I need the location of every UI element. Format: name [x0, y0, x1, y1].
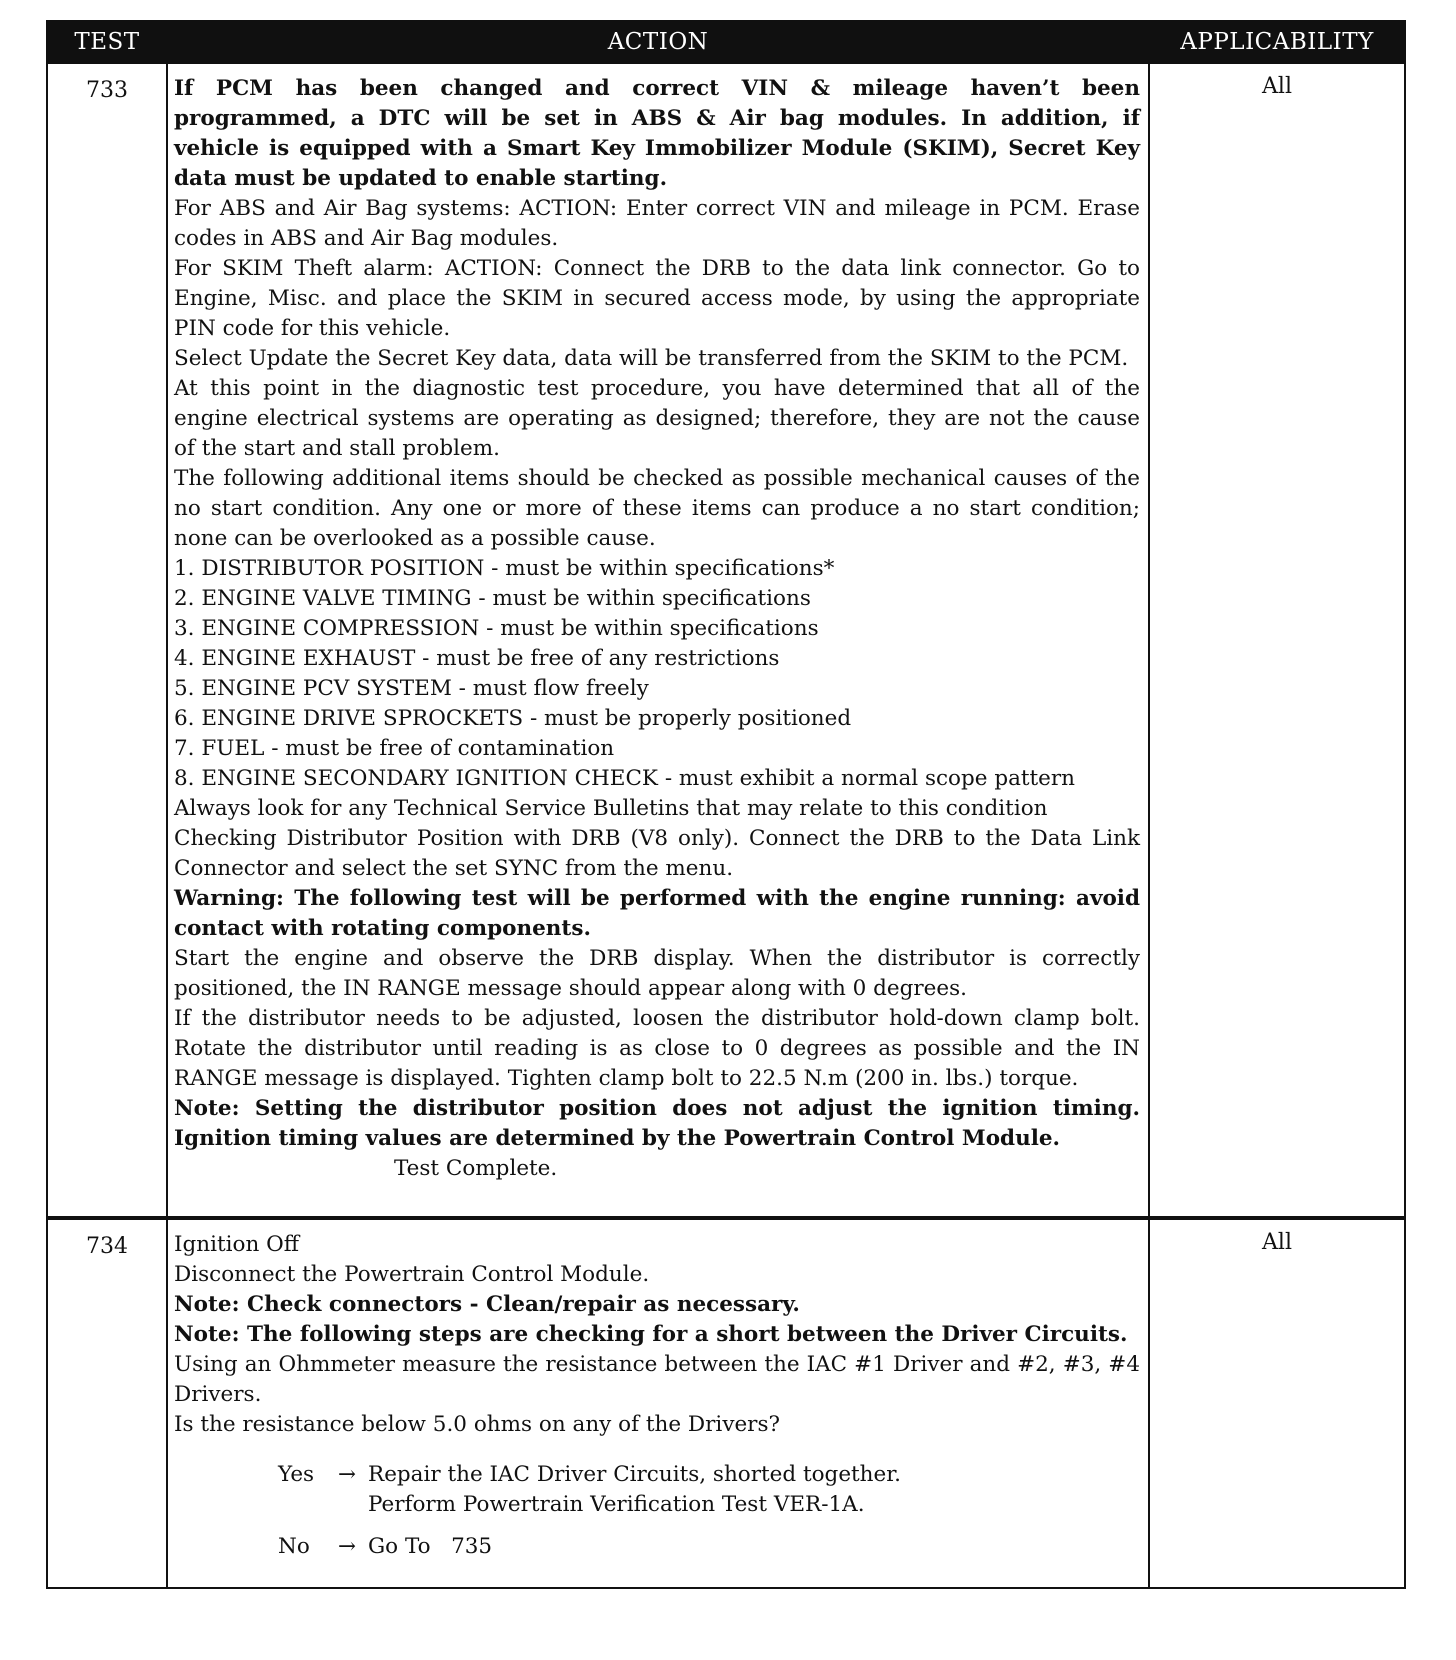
- action-cell: [167, 1218, 1149, 1588]
- procedure-sheet: [46, 20, 1404, 1589]
- branch-result-line: Repair the IAC Driver Circuits, shorted together.: [368, 1462, 902, 1487]
- diagnostic-table: [46, 20, 1406, 1589]
- applicability-value: All: [1149, 1218, 1405, 1588]
- branch-result-line: Perform Powertrain Verification Test VER-1A.: [368, 1492, 865, 1517]
- header-action: ACTION: [167, 21, 1149, 63]
- branch-result-line: Go To 735: [368, 1534, 493, 1559]
- branch-result: [368, 1460, 1140, 1520]
- table-row: [47, 1218, 1405, 1588]
- arrow-right-icon: →: [337, 1534, 356, 1559]
- check-item: 5. ENGINE PCV SYSTEM - must flow freely: [174, 676, 649, 701]
- action-line: If the distributor needs to be adjusted, loosen the distributor hold-down clamp bolt. Rotate the distributor until reading is as close to 0 degrees as possible and the IN RANGE message is displayed. Tighten clamp bolt to 22.5 N.m (200 in. lbs.) torque.: [174, 1006, 1140, 1091]
- table-row: [47, 63, 1405, 1218]
- branch-label: Yes: [278, 1462, 315, 1487]
- action-line: Start the engine and observe the DRB display. When the distributor is correctly positioned, the IN RANGE message should appear along with 0 degrees.: [174, 946, 1140, 1001]
- action-cell: [167, 63, 1149, 1218]
- check-item: 4. ENGINE EXHAUST - must be free of any restrictions: [174, 646, 780, 671]
- action-line: For SKIM Theft alarm: ACTION: Connect the DRB to the data link connector. Go to Engine, Misc. and place the SKIM in secured access mode, by using the appropriate PIN code for this vehicle.: [174, 256, 1140, 341]
- note-line: Note: Check connectors - Clean/repair as necessary.: [174, 1292, 800, 1317]
- action-line: If PCM has been changed and correct VIN & mileage haven’t been programmed, a DTC will be set in ABS & Air bag modules. In addition, if vehicle is equipped with a Smart Key Immobilizer Module (SKIM), Secret Key data must be updated to enable starting.: [174, 76, 1140, 191]
- note-line: Note: Setting the distributor position does not adjust the ignition timing. Ignition timing values are determined by the Powertrain Control Module.: [174, 1096, 1140, 1151]
- action-line: Select Update the Secret Key data, data will be transferred from the SKIM to the PCM.: [174, 346, 1129, 371]
- branch-yes: [174, 1460, 1140, 1520]
- branch-label: No: [278, 1534, 310, 1559]
- check-item: 2. ENGINE VALVE TIMING - must be within specifications: [174, 586, 811, 611]
- action-line: Always look for any Technical Service Bulletins that may relate to this condition: [174, 796, 1048, 821]
- arrow-right-icon: →: [337, 1462, 356, 1487]
- branch-no: [174, 1532, 1140, 1562]
- header-applicability: APPLICABILITY: [1149, 21, 1405, 63]
- action-line: At this point in the diagnostic test procedure, you have determined that all of the engine electrical systems are operating as designed; therefore, they are not the cause of the start and stall problem.: [174, 376, 1140, 461]
- header-test: TEST: [47, 21, 167, 63]
- test-number: 733: [47, 63, 167, 1218]
- check-item: 1. DISTRIBUTOR POSITION - must be within specifications*: [174, 556, 835, 581]
- test-number: 734: [47, 1218, 167, 1588]
- note-line: Note: The following steps are checking for a short between the Driver Circuits.: [174, 1322, 1128, 1347]
- check-item: 7. FUEL - must be free of contamination: [174, 736, 615, 761]
- applicability-value: All: [1149, 63, 1405, 1218]
- action-line: Checking Distributor Position with DRB (V8 only). Connect the DRB to the Data Link Connector and select the set SYNC from the menu.: [174, 826, 1140, 881]
- action-line: Using an Ohmmeter measure the resistance between the IAC #1 Driver and #2, #3, #4 Drivers.: [174, 1352, 1140, 1407]
- question-line: Is the resistance below 5.0 ohms on any of the Drivers?: [174, 1412, 781, 1437]
- check-item: 3. ENGINE COMPRESSION - must be within specifications: [174, 616, 819, 641]
- action-line: Disconnect the Powertrain Control Module.: [174, 1262, 650, 1287]
- action-line: For ABS and Air Bag systems: ACTION: Enter correct VIN and mileage in PCM. Erase codes in ABS and Air Bag modules.: [174, 196, 1140, 251]
- check-item: 6. ENGINE DRIVE SPROCKETS - must be properly positioned: [174, 706, 852, 731]
- action-line: The following additional items should be checked as possible mechanical causes of the no start condition. Any one or more of these items can produce a no start condition; none can be overlooked as a possible cause.: [174, 466, 1140, 551]
- table-header: [47, 21, 1405, 63]
- warning-note: Warning: The following test will be performed with the engine running: avoid contact with rotating components.: [174, 886, 1140, 941]
- action-line: Ignition Off: [174, 1232, 300, 1257]
- check-item: 8. ENGINE SECONDARY IGNITION CHECK - must exhibit a normal scope pattern: [174, 766, 1076, 791]
- test-complete: Test Complete.: [394, 1156, 558, 1181]
- branch-result: [368, 1532, 1140, 1562]
